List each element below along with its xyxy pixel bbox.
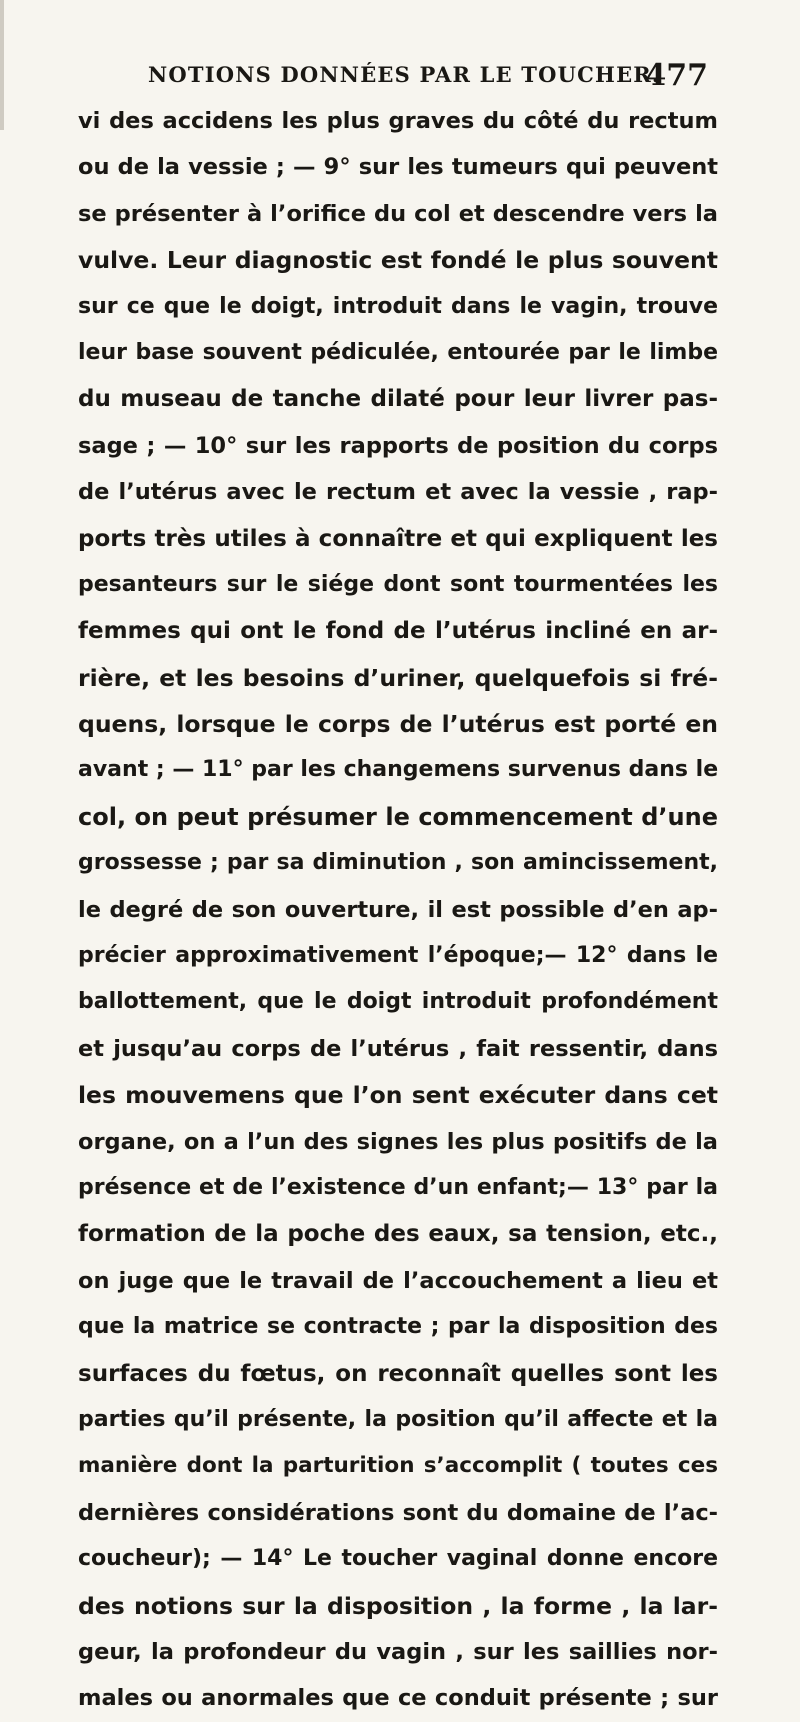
text-line: formation de la poche des eaux, sa tension, etc.,: [78, 1221, 718, 1248]
text-line: rière, et les besoins d’uriner, quelquefois si fré-: [78, 663, 718, 692]
text-line: sur ce que le doigt, introduit dans le vagin, trouve: [78, 293, 718, 319]
text-line: surfaces du fœtus, on reconnaît quelles sont les: [78, 1360, 718, 1387]
text-line: grossesse ; par sa diminution , son amincissement,: [78, 850, 718, 876]
text-line: ou de la vessie ; — 9° sur les tumeurs qui peuvent: [78, 154, 718, 181]
text-line: coucheur); — 14° Le toucher vaginal donne encore: [78, 1546, 718, 1572]
body-text: [78, 98, 718, 1722]
text-line: vulve. Leur diagnostic est fondé le plus souvent: [78, 246, 718, 275]
text-line: le degré de son ouverture, il est possible d’en ap-: [78, 896, 718, 923]
text-line: dernières considérations sont du domaine de l’ac-: [78, 1499, 718, 1526]
text-line: parties qu’il présente, la position qu’il affecte et la: [78, 1406, 718, 1432]
text-line: sage ; — 10° sur les rapports de position du corps: [78, 432, 718, 459]
text-line: ballottement, que le doigt introduit profondément: [78, 989, 718, 1015]
text-line: males ou anormales que ce conduit présente ; sur: [78, 1685, 718, 1712]
text-line: se présenter à l’orifice du col et descendre vers la: [78, 200, 718, 227]
text-line: col, on peut présumer le commencement d’une: [78, 802, 718, 831]
page-header: [148, 58, 708, 98]
page-number: 477: [645, 58, 708, 93]
text-line: organe, on a l’un des signes les plus positifs de la: [78, 1128, 718, 1155]
text-line: on juge que le travail de l’accouchement a lieu et: [78, 1267, 718, 1294]
text-line: leur base souvent pédiculée, entourée par le limbe: [78, 339, 718, 365]
page-edge: [0, 0, 4, 130]
text-line: femmes qui ont le fond de l’utérus incliné en ar-: [78, 618, 718, 645]
text-line: des notions sur la disposition , la forme , la lar-: [78, 1591, 718, 1620]
text-line: manière dont la parturition s’accomplit ( toutes ces: [78, 1453, 718, 1479]
text-line: ports très utiles à connaître et qui expliquent les: [78, 525, 718, 552]
running-title: NOTIONS DONNÉES PAR LE TOUCHER.: [148, 62, 661, 87]
text-line: vi des accidens les plus graves du côté du rectum: [78, 108, 718, 134]
text-line: et jusqu’au corps de l’utérus , fait ressentir, dans: [78, 1035, 718, 1062]
text-line: les mouvemens que l’on sent exécuter dans cet: [78, 1081, 718, 1110]
text-line: pesanteurs sur le siége dont sont tourmentées les: [78, 571, 718, 597]
text-line: précier approximativement l’époque;— 12° dans le: [78, 943, 718, 969]
text-line: geur, la profondeur du vagin , sur les saillies nor-: [78, 1638, 718, 1665]
text-line: de l’utérus avec le rectum et avec la vessie , rap-: [78, 479, 718, 506]
text-line: présence et de l’existence d’un enfant;— 13° par la: [78, 1174, 718, 1200]
text-line: avant ; — 11° par les changemens survenus dans le: [78, 757, 718, 783]
text-line: du museau de tanche dilaté pour leur livrer pas-: [78, 386, 718, 413]
text-line: quens, lorsque le corps de l’utérus est porté en: [78, 710, 718, 739]
text-line: que la matrice se contracte ; par la disposition des: [78, 1314, 718, 1340]
